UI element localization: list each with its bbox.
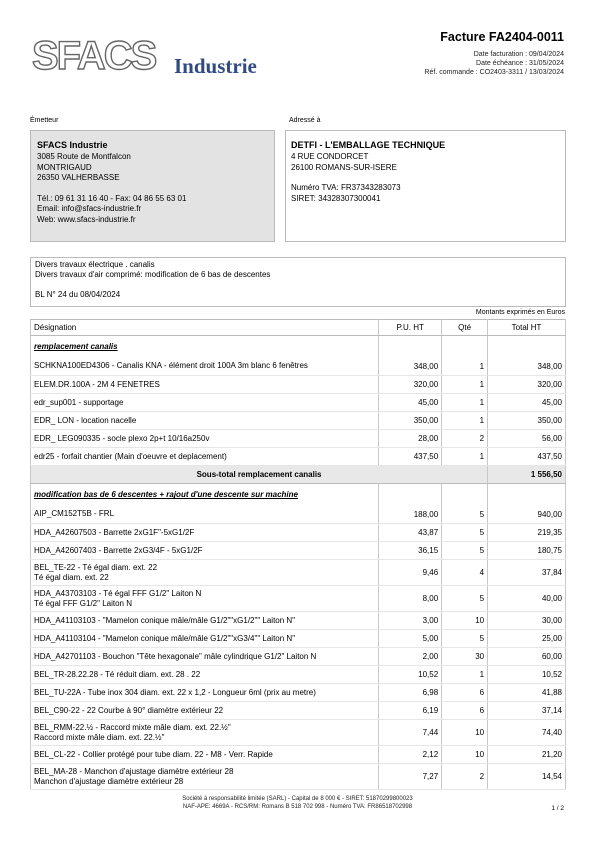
line-designation	[31, 720, 379, 746]
designation-text: BEL_TU-22A - Tube inox 304 diam. ext. 22 x 1,2 - Longueur 6ml (prix au metre)	[34, 687, 316, 697]
recipient-address-line: 4 RUE CONDORCET	[291, 152, 369, 161]
line-total: 37,14	[488, 702, 566, 720]
emitter-website: Web: www.sfacs-industrie.fr	[37, 214, 136, 224]
currency-note: Montants exprimés en Euros	[475, 309, 565, 316]
line-quantity: 1	[442, 412, 488, 430]
line-unit-price: 45,00	[379, 394, 442, 412]
note-line: Divers travaux électrique . canalis	[35, 260, 155, 269]
line-designation	[31, 666, 379, 684]
recipient-box	[285, 130, 566, 242]
table-row	[31, 358, 566, 376]
line-quantity: 5	[442, 542, 488, 560]
line-total: 56,00	[488, 430, 566, 448]
invoice-header	[424, 30, 564, 77]
designation-text: edr_sup001 - supportage	[34, 397, 124, 407]
table-row	[31, 412, 566, 430]
emitter-label: Émetteur	[30, 117, 59, 124]
table-row	[31, 506, 566, 524]
table-header-row	[31, 320, 566, 336]
footer-line: Société à responsabilité limitée (SARL) - Capital de 8 000 € - SIRET: 51870299800023	[182, 796, 413, 802]
line-quantity: 2	[442, 764, 488, 790]
line-quantity: 1	[442, 376, 488, 394]
table-row	[31, 612, 566, 630]
table-row	[31, 376, 566, 394]
line-quantity: 1	[442, 394, 488, 412]
line-designation	[31, 746, 379, 764]
line-designation	[31, 376, 379, 394]
designation-text: BEL_TR-28.22.28 - Té réduit diam. ext. 28 . 22	[34, 669, 201, 679]
recipient-name: DETFI - L'EMBALLAGE TECHNIQUE	[291, 140, 446, 150]
line-unit-price: 3,00	[379, 612, 442, 630]
line-designation	[31, 684, 379, 702]
line-designation	[31, 358, 379, 376]
designation-text: BEL_C90-22 - 22 Courbe à 90° diamètre extérieur 22	[34, 705, 224, 715]
line-unit-price: 7,27	[379, 764, 442, 790]
line-total: 14,54	[488, 764, 566, 790]
line-total: 37,84	[488, 560, 566, 586]
line-total: 320,00	[488, 376, 566, 394]
line-unit-price: 6,19	[379, 702, 442, 720]
line-unit-price: 348,00	[379, 358, 442, 376]
line-quantity: 10	[442, 746, 488, 764]
line-unit-price: 2,00	[379, 648, 442, 666]
line-total: 437,50	[488, 448, 566, 466]
line-total: 219,35	[488, 524, 566, 542]
line-designation	[31, 560, 379, 586]
recipient-tva: Numéro TVA: FR37343283073	[291, 183, 401, 192]
table-row	[31, 746, 566, 764]
line-unit-price: 437,50	[379, 448, 442, 466]
section-title-row	[31, 336, 566, 358]
line-quantity: 10	[442, 720, 488, 746]
line-unit-price: 320,00	[379, 376, 442, 394]
table-row	[31, 586, 566, 612]
legal-footer	[0, 795, 595, 811]
column-header-unit-price: P.U. HT	[379, 320, 442, 336]
recipient-address-line: 26100 ROMANS-SUR-ISERE	[291, 162, 397, 172]
company-logo	[30, 36, 285, 80]
line-designation	[31, 702, 379, 720]
line-unit-price: 350,00	[379, 412, 442, 430]
designation-text: HDA_A42607503 - Barrette 2xG1F"-5xG1/2F	[34, 527, 195, 537]
line-quantity: 30	[442, 648, 488, 666]
designation-text: HDA_A42701103 - Bouchon "Tête hexagonale" mâle cylindrique G1/2" Laiton N	[34, 651, 317, 661]
line-total: 180,75	[488, 542, 566, 560]
line-designation	[31, 430, 379, 448]
recipient-siret: SIRET: 34328307300041	[291, 193, 381, 203]
table-row	[31, 764, 566, 790]
line-quantity: 5	[442, 506, 488, 524]
emitter-address-line: 3085 Route de Montfalcon	[37, 152, 131, 161]
line-quantity: 6	[442, 684, 488, 702]
table-row	[31, 720, 566, 746]
subtotal-row	[31, 466, 566, 484]
designation-text: BEL_TE-22 - Té égal diam. ext. 22	[34, 562, 158, 572]
line-total: 940,00	[488, 506, 566, 524]
emitter-address-line: 26350 VALHERBASSE	[37, 173, 120, 182]
table-row	[31, 542, 566, 560]
designation-detail: Raccord mixte mâle diam. ext. 22.½"	[34, 732, 165, 742]
table-row	[31, 630, 566, 648]
line-quantity: 5	[442, 630, 488, 648]
line-total: 30,00	[488, 612, 566, 630]
emitter-email: Email: info@sfacs-industrie.fr	[37, 204, 142, 213]
designation-text: BEL_CL-22 - Collier protégé pour tube diam. 22 - M8 - Verr. Rapide	[34, 749, 273, 759]
column-header-quantity: Qté	[442, 320, 488, 336]
designation-text: HDA_A43703103 - Té égal FFF G1/2" Laiton N	[34, 588, 202, 598]
column-header-designation: Désignation	[31, 320, 379, 336]
designation-text: BEL_MA-28 - Manchon d'ajustage diamètre extérieur 28	[34, 766, 234, 776]
line-designation	[31, 506, 379, 524]
table-row	[31, 666, 566, 684]
line-designation	[31, 412, 379, 430]
table-row	[31, 684, 566, 702]
emitter-box	[30, 130, 275, 242]
table-row	[31, 394, 566, 412]
subtotal-label: Sous-total remplacement canalis	[31, 466, 488, 484]
invoice-date: Date facturation : 09/04/2024	[473, 51, 564, 58]
designation-detail: Té égal FFF G1/2" Laiton N	[34, 598, 132, 608]
delivery-note-ref: BL N° 24 du 08/04/2024	[35, 290, 121, 299]
line-total: 45,00	[488, 394, 566, 412]
line-total: 74,40	[488, 720, 566, 746]
line-designation	[31, 542, 379, 560]
emitter-address-line: MONTRIGAUD	[37, 162, 92, 172]
line-total: 41,88	[488, 684, 566, 702]
line-quantity: 1	[442, 448, 488, 466]
designation-detail: Manchon d'ajustage diamètre extérieur 28	[34, 776, 184, 786]
invoice-due-date: Date échéance : 31/05/2024	[476, 60, 564, 67]
line-unit-price: 8,00	[379, 586, 442, 612]
line-unit-price: 188,00	[379, 506, 442, 524]
svg-text:SFACS: SFACS	[32, 36, 156, 78]
page-number: 1 / 2	[551, 805, 564, 812]
section-title: remplacement canalis	[31, 336, 379, 358]
designation-text: EDR_ LEG090335 - socle plexo 2p+t 10/16a250v	[34, 433, 210, 443]
line-quantity: 5	[442, 524, 488, 542]
line-quantity: 1	[442, 666, 488, 684]
table-row	[31, 648, 566, 666]
designation-text: HDA_A42607403 - Barrette 2xG3/4F - 5xG1/2F	[34, 545, 203, 555]
line-designation	[31, 586, 379, 612]
table-row	[31, 430, 566, 448]
order-reference: Réf. commande : CO2403-3311 / 13/03/2024	[424, 69, 564, 76]
designation-text: EDR_ LON - location nacelle	[34, 415, 137, 425]
line-designation	[31, 648, 379, 666]
line-unit-price: 2,12	[379, 746, 442, 764]
svg-text:Industrie: Industrie	[174, 54, 257, 78]
designation-text: HDA_A41103104 - "Mamelon conique mâle/mâle G1/2""xG3/4"" Laiton N"	[34, 633, 296, 643]
line-unit-price: 5,00	[379, 630, 442, 648]
designation-text: SCHKNA100ED4306 - Canalis KNA - élément droit 100A 3m blanc 6 fenêtres	[34, 361, 308, 371]
table-row	[31, 560, 566, 586]
line-designation	[31, 630, 379, 648]
line-unit-price: 36,15	[379, 542, 442, 560]
designation-text: BEL_RMM-22.½ - Raccord mixte mâle diam. ext. 22.½"	[34, 722, 231, 732]
line-designation	[31, 524, 379, 542]
line-quantity: 2	[442, 430, 488, 448]
line-total: 10,52	[488, 666, 566, 684]
recipient-label: Adressé à	[289, 117, 321, 124]
line-designation	[31, 448, 379, 466]
note-line: Divers travaux d'air comprimé: modification de 6 bas de descentes	[35, 270, 271, 279]
line-total: 348,00	[488, 358, 566, 376]
line-designation	[31, 394, 379, 412]
line-unit-price: 28,00	[379, 430, 442, 448]
line-quantity: 5	[442, 586, 488, 612]
designation-text: ELEM.DR.100A - 2M 4 FENETRES	[34, 379, 160, 389]
table-row	[31, 702, 566, 720]
designation-text: HDA_A41103103 - "Mamelon conique mâle/mâle G1/2""xG1/2"" Laiton N"	[34, 615, 296, 625]
line-unit-price: 6,98	[379, 684, 442, 702]
designation-text: edr25 - forfait chantier (Main d'oeuvre et deplacement)	[34, 451, 227, 461]
emitter-name: SFACS Industrie	[37, 140, 108, 150]
invoice-notes	[30, 257, 566, 307]
line-quantity: 10	[442, 612, 488, 630]
table-row	[31, 524, 566, 542]
invoice-lines-table	[30, 319, 566, 790]
line-designation	[31, 764, 379, 790]
column-header-total: Total HT	[488, 320, 566, 336]
designation-text: AIP_CM152T5B - FRL	[34, 509, 115, 519]
line-unit-price: 43,87	[379, 524, 442, 542]
line-total: 25,00	[488, 630, 566, 648]
footer-line: NAF-APE: 4669A - RCS/RM: Romans B 518 702 998 - Numéro TVA: FR86518702998	[182, 804, 413, 810]
table-row	[31, 448, 566, 466]
line-quantity: 6	[442, 702, 488, 720]
line-total: 40,00	[488, 586, 566, 612]
line-quantity: 4	[442, 560, 488, 586]
line-total: 21,20	[488, 746, 566, 764]
invoice-title: Facture FA2404-0011	[440, 30, 564, 44]
section-title-row	[31, 484, 566, 506]
subtotal-value: 1 556,50	[488, 466, 566, 484]
section-title: modification bas de 6 descentes + rajout d'une descente sur machine	[31, 484, 379, 506]
line-total: 350,00	[488, 412, 566, 430]
line-total: 60,00	[488, 648, 566, 666]
line-unit-price: 9,46	[379, 560, 442, 586]
line-quantity: 1	[442, 358, 488, 376]
line-unit-price: 7,44	[379, 720, 442, 746]
line-designation	[31, 612, 379, 630]
line-unit-price: 10,52	[379, 666, 442, 684]
designation-detail: Té égal diam. ext. 22	[34, 572, 109, 582]
emitter-phone-fax: Tél.: 09 61 31 16 40 - Fax: 04 86 55 63 01	[37, 193, 187, 203]
